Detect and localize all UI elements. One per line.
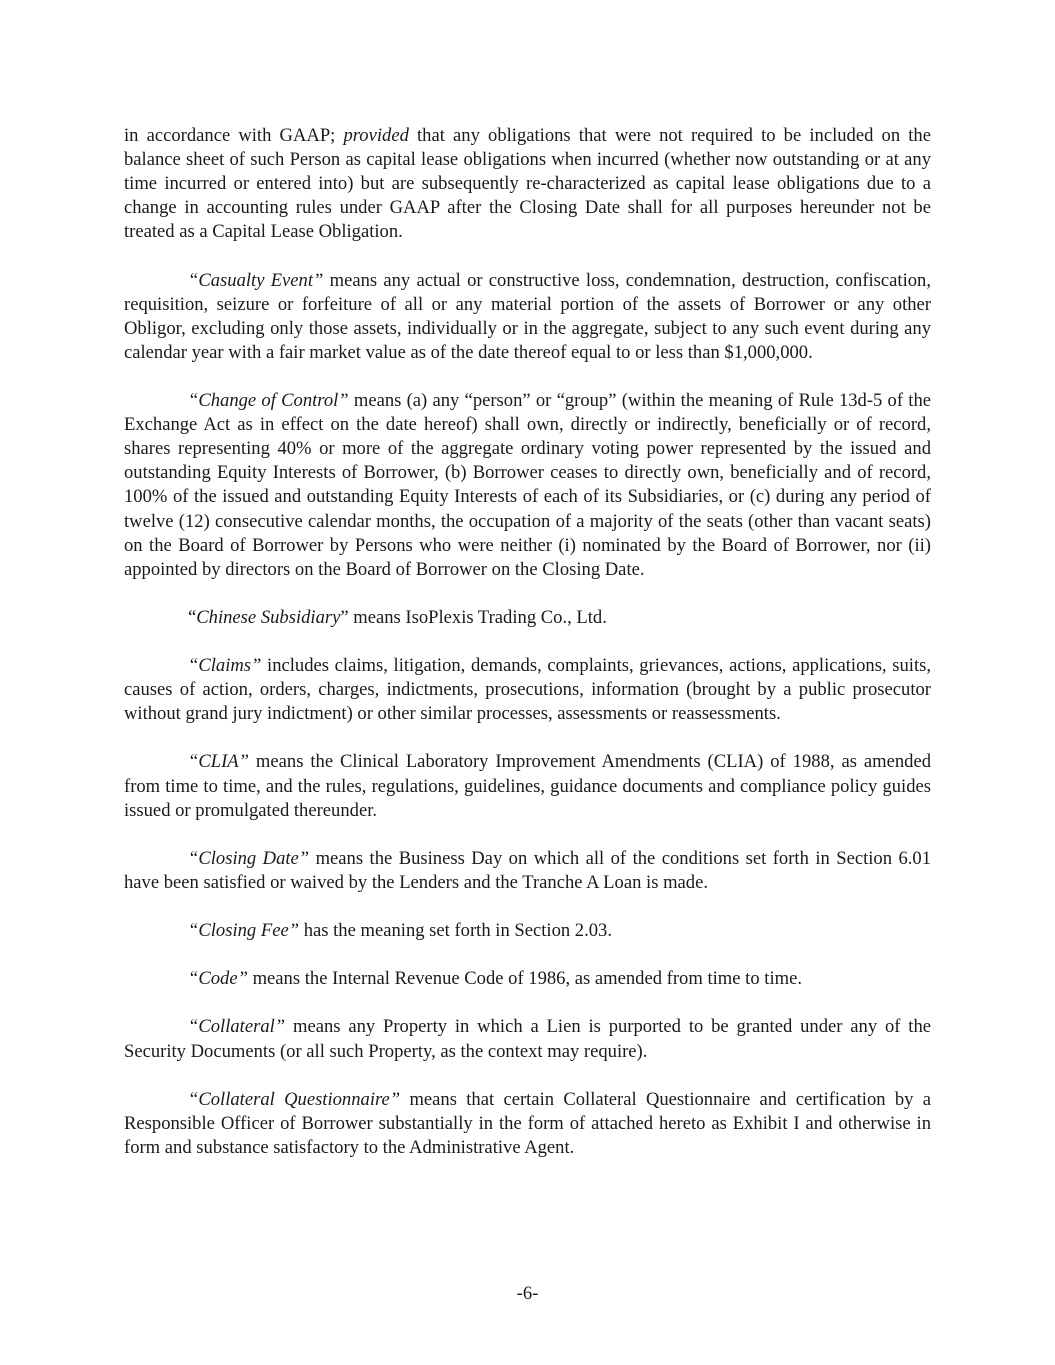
definition-text: means that certain Collateral Questionnaire and certification by a Responsible Officer of Borrower substantially in the form of attached hereto as Exhibit I and otherwise in form and substance satisfactory to the Administrative Agent. bbox=[124, 1088, 931, 1158]
definition-change-of-control bbox=[124, 389, 931, 582]
definition-casualty-event bbox=[124, 269, 931, 365]
defined-term: “Code” bbox=[188, 968, 248, 990]
defined-term: “Collateral” bbox=[188, 1016, 286, 1038]
open-quote: “ bbox=[188, 606, 197, 628]
definition-text: means any actual or constructive loss, condemnation, destruction, confiscation, requisition, seizure or forfeiture of all or any material portion of the assets of Borrower or any other Obligor, excluding only those assets, individually or in the aggregate, subject to any such event during any calendar year with a fair market value as of the date thereof equal to or less than $1,000,000. bbox=[124, 269, 931, 363]
defined-term: “Collateral Questionnaire” bbox=[188, 1088, 401, 1110]
definition-clia bbox=[124, 750, 931, 822]
definition-claims bbox=[124, 654, 931, 726]
definition-code bbox=[124, 967, 931, 991]
defined-term: “Claims” bbox=[188, 655, 262, 677]
text-span: in accordance with GAAP; bbox=[124, 125, 344, 146]
defined-term: Chinese Subsidiary bbox=[196, 606, 341, 628]
paragraph-capital-lease-continuation bbox=[124, 124, 931, 244]
definition-text: has the meaning set forth in Section 2.03. bbox=[299, 920, 612, 942]
definition-text: means the Internal Revenue Code of 1986, as amended from time to time. bbox=[247, 968, 802, 990]
document-body bbox=[124, 124, 931, 1160]
defined-term: “Closing Fee” bbox=[188, 920, 300, 942]
defined-term: “CLIA” bbox=[188, 751, 249, 773]
definition-text: means any Property in which a Lien is purported to be granted under any of the Security Documents (or all such Property, as the context may require). bbox=[124, 1016, 931, 1062]
defined-term: “Change of Control” bbox=[188, 390, 349, 412]
defined-term: “Casualty Event” bbox=[188, 269, 324, 291]
definition-text: means the Clinical Laboratory Improvement Amendments (CLIA) of 1988, as amended from time to time, and the rules, regulations, guidelines, guidance documents and compliance policy guides issued or promulgated thereunder. bbox=[124, 751, 931, 821]
definition-closing-date bbox=[124, 847, 931, 895]
definition-collateral-questionnaire bbox=[124, 1088, 931, 1160]
text-span: that any obligations that were not required to be included on the balance sheet of such Person as capital lease obligations when incurred (whether now outstanding or at any time incurred or entered into) but are subsequently re-characterized as capital lease obligations due to a change in accounting rules under GAAP after the Closing Date shall for all purposes hereunder not be treated as a Capital Lease Obligation. bbox=[124, 125, 931, 243]
page-number: -6- bbox=[516, 1283, 539, 1304]
definition-chinese-subsidiary bbox=[124, 606, 931, 630]
definition-text: includes claims, litigation, demands, complaints, grievances, actions, applications, suits, causes of action, orders, charges, indictments, prosecutions, information (brought by a public prosecutor without grand jury indictment) or other similar processes, assessments or reassessments. bbox=[124, 655, 931, 725]
defined-term: “Closing Date” bbox=[188, 847, 310, 869]
definition-text: ” means IsoPlexis Trading Co., Ltd. bbox=[340, 606, 607, 628]
definition-text: means the Business Day on which all of the conditions set forth in Section 6.01 have been satisfied or waived by the Lenders and the Tranche A Loan is made. bbox=[124, 847, 931, 893]
definition-text: means (a) any “person” or “group” (within the meaning of Rule 13d-5 of the Exchange Act as in effect on the date hereof) shall own, directly or indirectly, beneficially or of record, shares representing 40% or more of the aggregate ordinary voting power represented by the issued and outstanding Equity Interests of Borrower, (b) Borrower ceases to directly own, beneficially and of record, 100% of the issued and outstanding Equity Interests of each of its Subsidiaries, or (c) during any period of twelve (12) consecutive calendar months, the occupation of a majority of the seats (other than vacant seats) on the Board of Borrower by Persons who were neither (i) nominated by the Board of Borrower, nor (ii) appointed by directors on the Board of Borrower on the Closing Date. bbox=[124, 390, 931, 580]
italic-text-span: provided bbox=[343, 125, 409, 146]
definition-closing-fee bbox=[124, 919, 931, 943]
definition-collateral bbox=[124, 1015, 931, 1063]
